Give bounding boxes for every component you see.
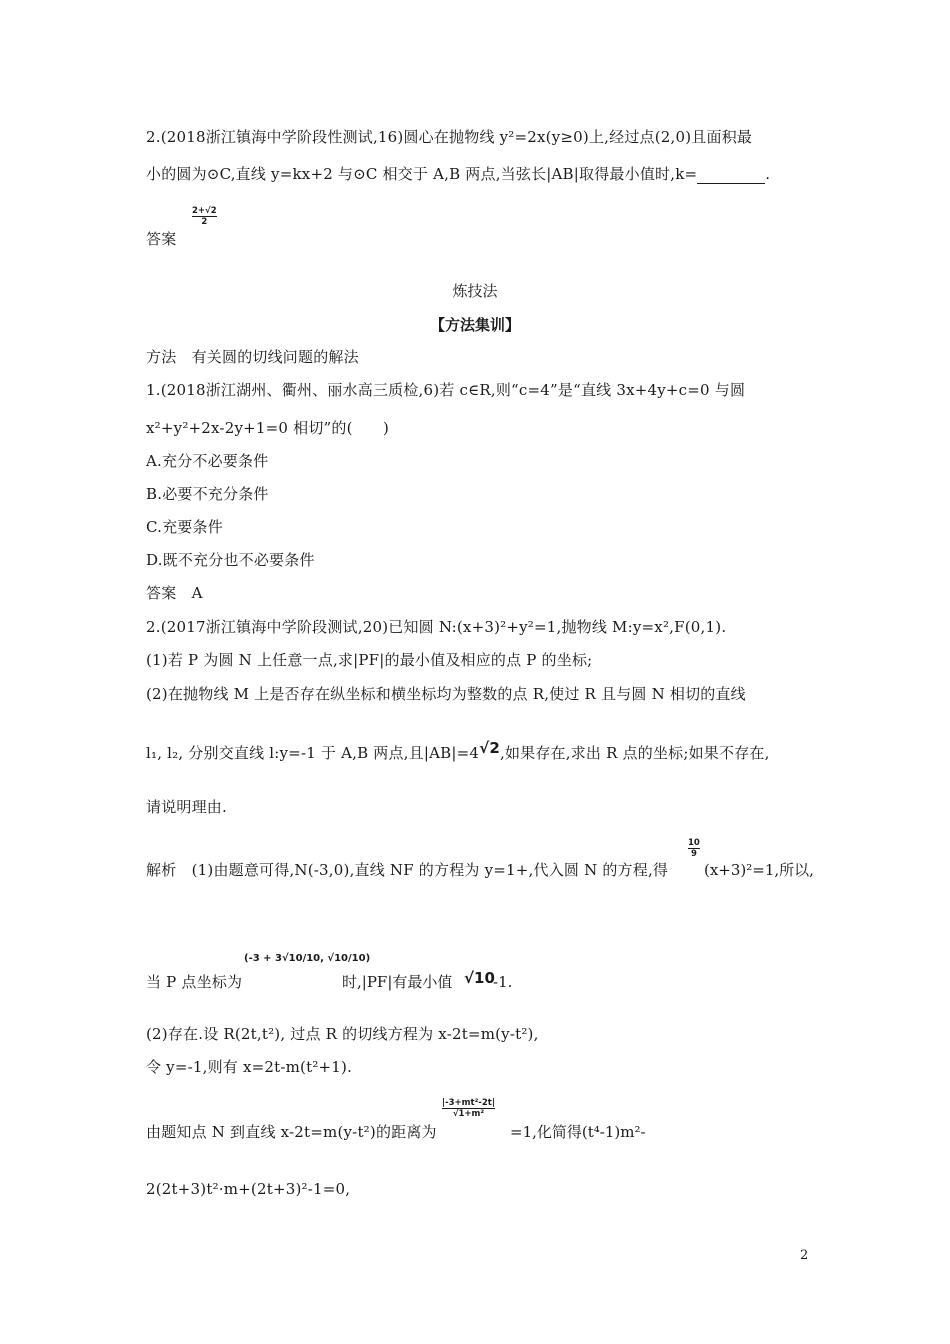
solution-line-5-text: 由题知点 N 到直线 x-2t=m(y-t²)的距离为: [146, 1123, 437, 1141]
q2-line-2: (1)若 P 为圆 N 上任意一点,求|PF|的最小值及相应的点 P 的坐标;: [146, 651, 593, 669]
sqrt-2: √2: [479, 739, 500, 757]
q2-line-4: [146, 739, 770, 763]
solution-line-2-end: -1.: [493, 973, 513, 991]
q1-line-1: 1.(2018浙江湖州、衢州、丽水高三质检,6)若 c∈R,则“c=4”是“直线 3x+4y+c=0 与圆: [146, 381, 746, 399]
distance-fraction: [442, 1098, 495, 1119]
q1-option-d: D.既不充分也不必要条件: [146, 551, 315, 569]
solution-line-5-end: =1,化简得(t⁴-1)m²-: [510, 1123, 646, 1141]
problem-2-line-2-text: 小的圆为⊙C,直线 y=kx+2 与⊙C 相交于 A,B 两点,当弦长|AB|取得最小值时,k=: [146, 165, 698, 183]
solution-line-6: 2(2t+3)t²·m+(2t+3)²-1=0,: [146, 1180, 351, 1198]
section-title: 炼技法: [452, 282, 498, 300]
q2-line-4-text: l₁, l₂, 分别交直线 l:y=-1 于 A,B 两点,且|AB|=4: [146, 744, 480, 762]
distance-fraction-denominator: √1+m²: [442, 1108, 495, 1119]
q1-option-a: A.充分不必要条件: [146, 452, 269, 470]
q2-line-4-end: ,如果存在,求出 R 点的坐标;如果不存在,: [499, 744, 770, 762]
section-subtitle: 【方法集训】: [429, 316, 520, 334]
solution-line-1: 解析 (1)由题意可得,N(-3,0),直线 NF 的方程为 y=1+,代入圆 N 的方程,得: [146, 861, 669, 879]
q1-answer: 答案 A: [146, 584, 203, 602]
solution-line-2-mid: 时,|PF|有最小值: [342, 973, 453, 991]
fraction-10-9: [688, 838, 700, 859]
answer-fraction: [192, 206, 217, 227]
fraction-10-9-denominator: 9: [688, 848, 700, 859]
problem-2-line-2: [146, 164, 770, 184]
sqrt-10: √10: [464, 969, 495, 987]
problem-2-line-1: 2.(2018浙江镇海中学阶段性测试,16)圆心在抛物线 y²=2x(y≥0)上,经过点(2,0)且面积最: [146, 128, 753, 146]
solution-line-3: (2)存在.设 R(2t,t²), 过点 R 的切线方程为 x-2t=m(y-t²),: [146, 1025, 539, 1043]
q1-option-c: C.充要条件: [146, 518, 223, 536]
answer-fraction-denominator: 2: [192, 216, 217, 227]
distance-fraction-numerator: |-3+mt²-2t|: [442, 1098, 495, 1108]
q2-line-3: (2)在抛物线 M 上是否存在纵坐标和横坐标均为整数的点 R,使过 R 且与圆 N 相切的直线: [146, 685, 746, 703]
page-number: 2: [800, 1248, 809, 1263]
solution-line-1-end: (x+3)²=1,所以,: [704, 861, 814, 879]
answer-label: 答案: [146, 230, 177, 248]
q1-line-2: x²+y²+2x-2y+1=0 相切”的( ): [146, 419, 390, 437]
q2-line-5: 请说明理由.: [146, 798, 227, 816]
p-coordinate: (-3 + 3√10/10, √10/10): [244, 953, 371, 964]
answer-fraction-numerator: 2+√2: [192, 206, 217, 216]
solution-line-2-text: 当 P 点坐标为: [146, 973, 243, 991]
problem-2-line-2-end: .: [765, 165, 771, 183]
q2-line-1: 2.(2017浙江镇海中学阶段测试,20)已知圆 N:(x+3)²+y²=1,抛物线 M:y=x²,F(0,1).: [146, 618, 727, 636]
fraction-10-9-numerator: 10: [688, 838, 700, 848]
q1-option-b: B.必要不充分条件: [146, 485, 269, 503]
method-heading: 方法 有关圆的切线问题的解法: [146, 348, 359, 366]
answer-blank: [697, 169, 765, 184]
solution-line-4: 令 y=-1,则有 x=2t-m(t²+1).: [146, 1058, 353, 1076]
